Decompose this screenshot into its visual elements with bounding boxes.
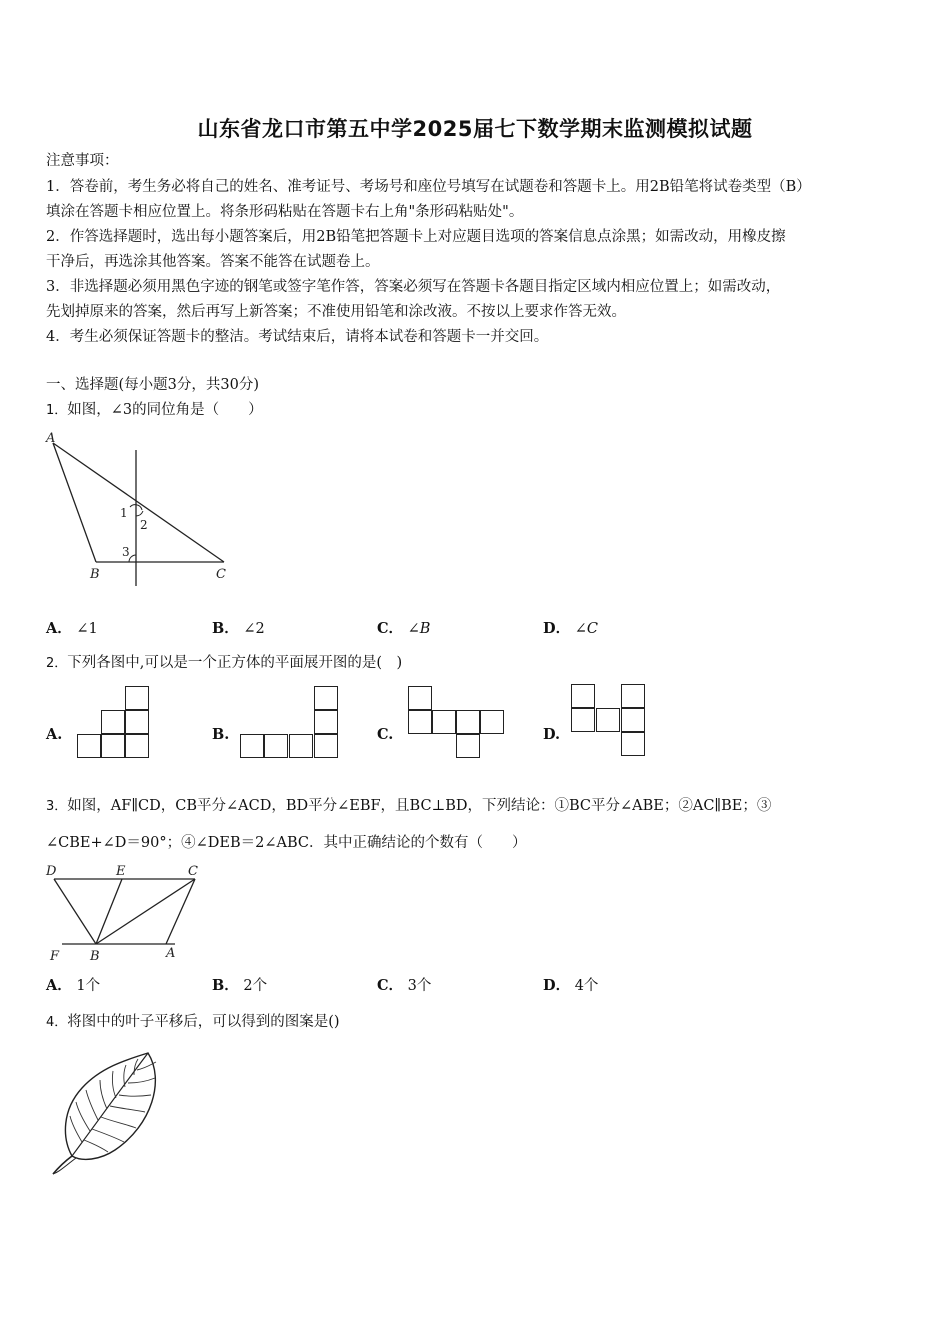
option-text: 4个 bbox=[574, 978, 599, 994]
page-title: 山东省龙口市第五中学2025届七下数学期末监测模拟试题 bbox=[197, 117, 753, 141]
question-text: 将图中的叶子平移后，可以得到的图案是() bbox=[67, 1014, 340, 1030]
notice-line: 填涂在答题卡相应位置上。将条形码粘贴在答题卡右上角"条形码粘贴处"。 bbox=[46, 204, 524, 220]
angle-label-2: 2 bbox=[140, 518, 148, 532]
option-letter: A. bbox=[46, 726, 63, 743]
question-3 bbox=[46, 796, 771, 817]
option-letter: B． bbox=[212, 620, 239, 637]
point-label-a: A bbox=[166, 946, 176, 961]
option-letter: D． bbox=[543, 977, 571, 994]
q1-option-a[interactable] bbox=[46, 619, 98, 639]
point-label-c: C bbox=[188, 864, 198, 879]
question-4 bbox=[46, 1012, 340, 1033]
vertex-label-c: C bbox=[216, 567, 226, 582]
q2-option-d[interactable] bbox=[543, 725, 560, 745]
vertex-label-b: B bbox=[90, 567, 100, 582]
question-number: 4． bbox=[46, 1015, 68, 1030]
option-letter: C. bbox=[377, 726, 394, 743]
option-text: ∠C bbox=[574, 621, 598, 637]
leaf-icon bbox=[50, 1050, 160, 1178]
question-number: 1． bbox=[46, 403, 68, 418]
option-text: 2个 bbox=[243, 978, 268, 994]
option-letter: C． bbox=[377, 977, 404, 994]
option-letter: A． bbox=[46, 620, 72, 637]
option-letter: B． bbox=[212, 977, 239, 994]
vertex-label-a: A bbox=[46, 431, 56, 446]
question-text: 如图，∠3的同位角是（ ） bbox=[67, 402, 263, 418]
point-label-b: B bbox=[90, 949, 100, 964]
q2-option-c[interactable] bbox=[377, 725, 393, 745]
point-label-e: E bbox=[116, 864, 126, 879]
notice-line: 先划掉原来的答案，然后再写上新答案；不准使用铅笔和涂改液。不按以上要求作答无效。 bbox=[46, 304, 626, 320]
option-text: 3个 bbox=[407, 978, 432, 994]
q3-option-c[interactable] bbox=[377, 976, 431, 996]
option-letter: D. bbox=[543, 726, 561, 743]
q1-triangle-figure bbox=[44, 428, 244, 583]
option-letter: D． bbox=[543, 620, 571, 637]
notice-heading: 注意事项： bbox=[46, 153, 119, 169]
notice-line: 干净后，再选涂其他答案。答案不能答在试题卷上。 bbox=[46, 254, 380, 270]
question-2 bbox=[46, 653, 402, 674]
point-label-f: F bbox=[50, 949, 60, 964]
q3-parallel-lines-figure bbox=[44, 860, 214, 965]
option-text: ∠2 bbox=[243, 621, 265, 637]
q3-option-a[interactable] bbox=[46, 976, 100, 996]
q1-option-c[interactable] bbox=[377, 619, 430, 639]
question-text: 下列各图中,可以是一个正方体的平面展开图的是( ) bbox=[67, 655, 403, 671]
angle-label-3: 3 bbox=[122, 545, 130, 559]
notice-line: 4．考生必须保证答题卡的整洁。考试结束后，请将本试卷和答题卡一并交回。 bbox=[46, 329, 549, 345]
question-number: 2． bbox=[46, 656, 68, 671]
question-text: 如图，AF∥CD，CB平分∠ACD，BD平分∠EBF，且BC⊥BD，下列结论：①BC平分∠ABE；②AC∥BE；③ bbox=[67, 798, 772, 814]
option-letter: B. bbox=[212, 726, 230, 743]
q2-option-b[interactable] bbox=[212, 725, 229, 745]
question-1 bbox=[46, 400, 263, 421]
option-text: ∠1 bbox=[76, 621, 98, 637]
q1-option-b[interactable] bbox=[212, 619, 265, 639]
q2-option-a[interactable] bbox=[46, 725, 62, 745]
option-text: ∠B bbox=[407, 621, 431, 637]
question-number: 3． bbox=[46, 799, 68, 814]
q1-option-d[interactable] bbox=[543, 619, 598, 639]
point-label-d: D bbox=[46, 864, 57, 879]
option-text: 1个 bbox=[76, 978, 101, 994]
option-letter: A． bbox=[46, 977, 72, 994]
notice-line: 2．作答选择题时，选出每小题答案后，用2B铅笔把答题卡上对应题目选项的答案信息点涂黑；如需改动，用橡皮擦 bbox=[46, 229, 786, 245]
notice-line: 1．答卷前，考生务必将自己的姓名、准考证号、考场号和座位号填写在试题卷和答题卡上。用2B铅笔将试卷类型（B） bbox=[46, 179, 811, 195]
question-3-continued: ∠CBE+∠D＝90°；④∠DEB＝2∠ABC．其中正确结论的个数有（ ） bbox=[46, 835, 527, 851]
notice-line: 3．非选择题必须用黑色字迹的钢笔或签字笔作答，答案必须写在答题卡各题目指定区域内相应位置上；如需改动， bbox=[46, 279, 781, 295]
q3-option-d[interactable] bbox=[543, 976, 598, 996]
option-letter: C． bbox=[377, 620, 404, 637]
section-heading: 一、选择题(每小题3分，共30分) bbox=[46, 377, 259, 393]
q3-option-b[interactable] bbox=[212, 976, 267, 996]
angle-label-1: 1 bbox=[120, 506, 128, 520]
